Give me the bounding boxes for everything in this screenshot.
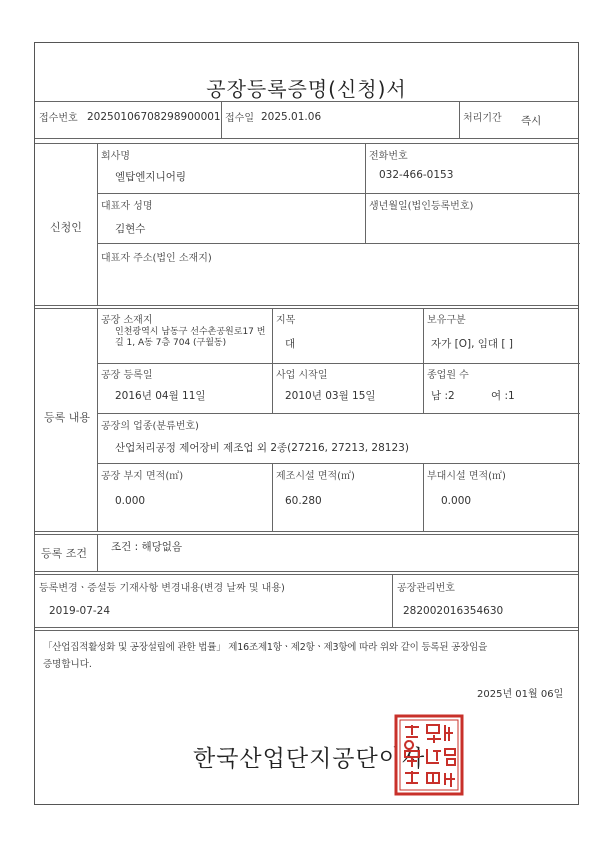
rule: [35, 534, 578, 535]
statement-line-2: 증명합니다.: [43, 659, 92, 670]
company-value: 엘탑엔지니어링: [115, 171, 187, 183]
issue-date: 2025년 01월 06일: [477, 689, 564, 700]
registration-date-value: 2016년 04월 11일: [115, 390, 206, 402]
rule: [35, 138, 578, 139]
document-title: 공장등록증명(신청)서: [206, 77, 407, 101]
company-label: 회사명: [101, 151, 130, 162]
rule: [97, 193, 580, 194]
rule: [97, 413, 580, 414]
industry-value: 산업처리공정 제어장비 제조업 외 2종(27216, 27213, 28123): [115, 442, 409, 454]
receipt-date-value: 2025.01.06: [261, 111, 322, 123]
registration-section-label: 등록 내용: [44, 411, 91, 424]
aux-area-value: 0.000: [441, 495, 472, 507]
rule: [459, 101, 460, 138]
rule: [97, 243, 580, 244]
conditions-value: 조건 : 해당없음: [111, 541, 183, 553]
changes-value: 2019-07-24: [49, 605, 111, 617]
rule: [423, 463, 424, 531]
phone-value: 032-466-0153: [379, 169, 454, 181]
land-category-value: 대: [285, 338, 296, 350]
business-start-label: 사업 시작일: [276, 370, 328, 381]
rule: [97, 308, 98, 531]
rule: [97, 463, 580, 464]
rule: [97, 534, 98, 571]
receipt-no-value: 20250106708298900001: [87, 111, 221, 123]
rule: [272, 463, 273, 531]
land-category-label: 지목: [276, 315, 296, 326]
processing-value: 즉시: [521, 115, 542, 127]
rule: [35, 305, 578, 306]
rule: [35, 574, 578, 575]
rule: [221, 101, 222, 138]
changes-label: 등록변경ㆍ증설등 기재사항 변경내용(변경 날짜 및 내용): [39, 583, 285, 594]
certificate-document: [34, 42, 579, 805]
ownership-label: 보유구분: [427, 315, 466, 326]
rule: [35, 143, 578, 144]
rule: [97, 363, 580, 364]
rule: [35, 627, 578, 628]
issuer-organization: 한국산업단지공단이사: [193, 746, 426, 772]
factory-address-label: 공장 소재지: [101, 315, 153, 326]
rule: [392, 574, 393, 627]
rule: [97, 143, 98, 305]
birth-label: 생년월일(법인등록번호): [369, 201, 474, 212]
receipt-date-label: 접수일: [225, 113, 254, 124]
rep-name-value: 김현수: [115, 223, 146, 235]
mgmt-no-label: 공장관리번호: [397, 583, 455, 594]
applicant-section-label: 신청인: [50, 221, 82, 234]
employees-male: 남 :2: [431, 390, 455, 402]
employees-female: 여 :1: [491, 390, 515, 402]
mfg-area-value: 60.280: [285, 495, 322, 507]
receipt-no-label: 접수번호: [39, 113, 78, 124]
site-area-value: 0.000: [115, 495, 146, 507]
site-area-label: 공장 부지 면적(㎡): [101, 471, 184, 482]
rule: [35, 630, 578, 631]
mgmt-no-value: 282002016354630: [403, 605, 504, 617]
conditions-section-label: 등록 조건: [41, 547, 88, 560]
employees-label: 종업원 수: [427, 370, 469, 381]
industry-label: 공장의 업종(분류번호): [101, 421, 199, 432]
rep-address-label: 대표자 주소(법인 소재지): [101, 253, 212, 264]
factory-address-value: 인천광역시 남동구 선수촌공원로17 번길 1, A동 7층 704 (구월동): [115, 327, 266, 348]
processing-label: 처리기간: [463, 113, 502, 124]
statement-line-1: 「산업집적활성화 및 공장설립에 관한 법률」 제16조제1항ㆍ제2항ㆍ제3항에 따라 위와 같이 등록된 공장임을: [43, 642, 488, 653]
mfg-area-label: 제조시설 면적(㎡): [276, 471, 355, 482]
registration-date-label: 공장 등록일: [101, 370, 153, 381]
phone-label: 전화번호: [369, 151, 408, 162]
rep-name-label: 대표자 성명: [101, 201, 153, 212]
rule: [35, 101, 578, 102]
rule: [35, 571, 578, 572]
rule: [365, 143, 366, 243]
rule: [423, 308, 424, 413]
aux-area-label: 부대시설 면적(㎡): [427, 471, 506, 482]
rule: [35, 308, 578, 309]
business-start-value: 2010년 03월 15일: [285, 390, 376, 402]
rule: [272, 308, 273, 413]
rule: [35, 531, 578, 532]
ownership-value: 자가 [O], 임대 [ ]: [431, 338, 513, 350]
official-seal-icon: [393, 713, 465, 797]
